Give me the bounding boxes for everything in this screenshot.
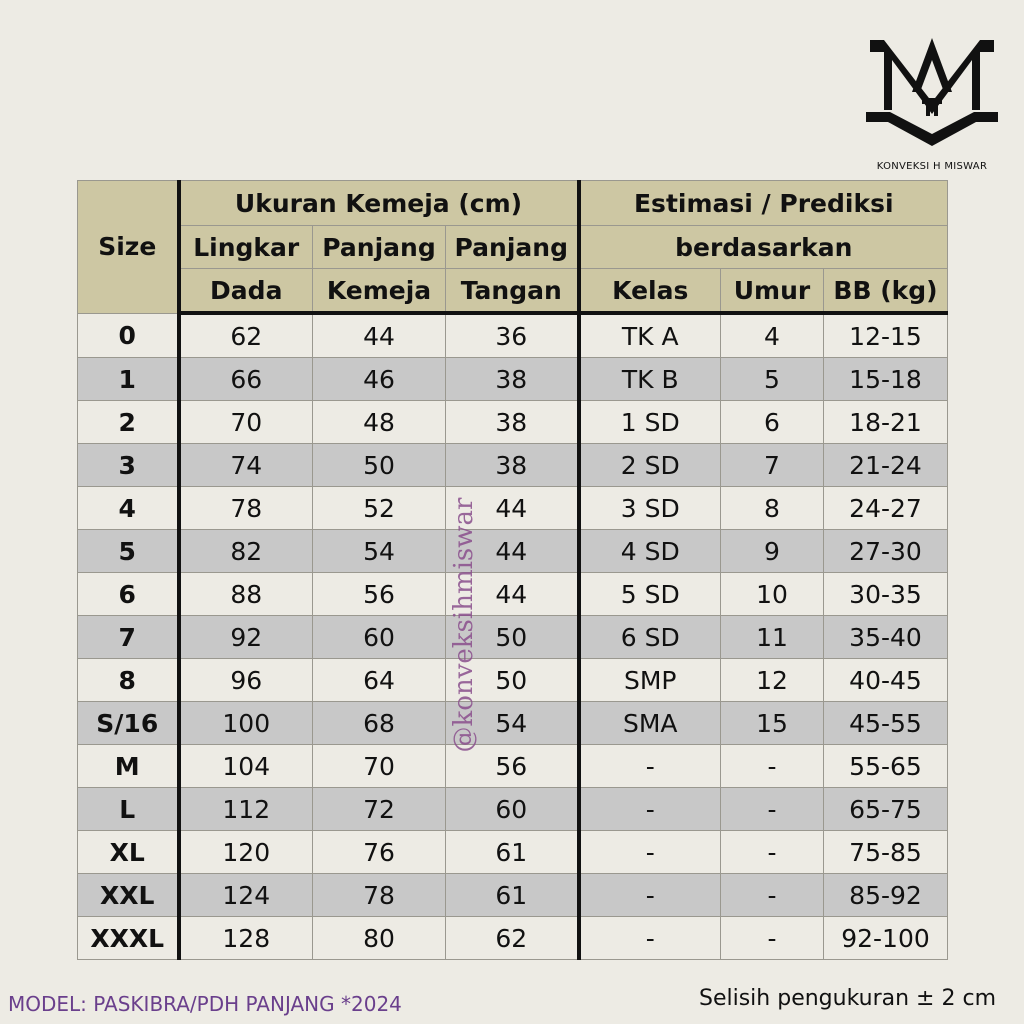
age-cell: -: [721, 831, 824, 874]
length-cell: 80: [313, 917, 446, 960]
table-row: [78, 401, 948, 444]
age-cell: 11: [721, 616, 824, 659]
age-cell: -: [721, 745, 824, 788]
chest-cell: 128: [179, 917, 313, 960]
class-cell: -: [579, 874, 721, 917]
watermark-text: @konveksihmiswar: [449, 497, 479, 753]
chest-cell: 70: [179, 401, 313, 444]
length-cell: 52: [313, 487, 446, 530]
table-row: [78, 487, 948, 530]
size-cell: 1: [78, 358, 179, 401]
sleeve-cell: 38: [446, 401, 579, 444]
table-row: [78, 358, 948, 401]
weight-cell: 15-18: [824, 358, 948, 401]
tolerance-note: Selisih pengukuran ± 2 cm: [699, 986, 996, 1011]
size-cell: M: [78, 745, 179, 788]
size-cell: 3: [78, 444, 179, 487]
shirt-size-group-header: Ukuran Kemeja (cm): [179, 181, 579, 226]
table-row: [78, 313, 948, 358]
class-cell: -: [579, 745, 721, 788]
sleeve-cell: 54: [446, 702, 579, 745]
weight-cell: 21-24: [824, 444, 948, 487]
length-cell: 44: [313, 313, 446, 358]
age-cell: 7: [721, 444, 824, 487]
sleeve-cell: 60: [446, 788, 579, 831]
class-cell: -: [579, 831, 721, 874]
size-chart-table: [77, 180, 948, 960]
age-cell: 8: [721, 487, 824, 530]
size-cell: XXL: [78, 874, 179, 917]
age-cell: 9: [721, 530, 824, 573]
table-row: [78, 702, 948, 745]
chest-cell: 82: [179, 530, 313, 573]
size-header: Size: [78, 181, 179, 314]
weight-cell: 18-21: [824, 401, 948, 444]
weight-cell: 85-92: [824, 874, 948, 917]
chest-cell: 66: [179, 358, 313, 401]
sleeve-header-line1: Panjang: [446, 226, 579, 269]
age-cell: 6: [721, 401, 824, 444]
length-cell: 78: [313, 874, 446, 917]
weight-cell: 65-75: [824, 788, 948, 831]
table-row: [78, 831, 948, 874]
chest-cell: 74: [179, 444, 313, 487]
brand-logo: [862, 30, 1002, 172]
weight-header: BB (kg): [824, 269, 948, 314]
length-cell: 76: [313, 831, 446, 874]
length-cell: 50: [313, 444, 446, 487]
size-cell: 6: [78, 573, 179, 616]
chest-cell: 78: [179, 487, 313, 530]
class-cell: SMA: [579, 702, 721, 745]
sleeve-header-line2: Tangan: [446, 269, 579, 314]
estimate-group-header-line1: Estimasi / Prediksi: [579, 181, 948, 226]
sleeve-cell: 50: [446, 616, 579, 659]
instagram-watermark: [444, 460, 484, 790]
chest-cell: 124: [179, 874, 313, 917]
size-cell: L: [78, 788, 179, 831]
age-cell: 10: [721, 573, 824, 616]
length-cell: 56: [313, 573, 446, 616]
table-row: [78, 659, 948, 702]
konveksi-h-miswar-logo-icon: [862, 30, 1002, 160]
chest-cell: 92: [179, 616, 313, 659]
class-cell: TK A: [579, 313, 721, 358]
weight-cell: 30-35: [824, 573, 948, 616]
length-cell: 60: [313, 616, 446, 659]
chest-header-line1: Lingkar: [179, 226, 313, 269]
sleeve-cell: 62: [446, 917, 579, 960]
size-cell: 7: [78, 616, 179, 659]
size-cell: XL: [78, 831, 179, 874]
weight-cell: 45-55: [824, 702, 948, 745]
weight-cell: 55-65: [824, 745, 948, 788]
class-header: Kelas: [579, 269, 721, 314]
table-row: [78, 444, 948, 487]
length-header-line1: Panjang: [313, 226, 446, 269]
sleeve-cell: 50: [446, 659, 579, 702]
class-cell: 1 SD: [579, 401, 721, 444]
age-cell: -: [721, 874, 824, 917]
table-row: [78, 874, 948, 917]
size-cell: 0: [78, 313, 179, 358]
length-cell: 72: [313, 788, 446, 831]
age-cell: 15: [721, 702, 824, 745]
size-cell: 5: [78, 530, 179, 573]
weight-cell: 40-45: [824, 659, 948, 702]
table-row: [78, 616, 948, 659]
table-row: [78, 788, 948, 831]
weight-cell: 27-30: [824, 530, 948, 573]
chest-cell: 100: [179, 702, 313, 745]
table-row: [78, 530, 948, 573]
class-cell: 2 SD: [579, 444, 721, 487]
sleeve-cell: 56: [446, 745, 579, 788]
class-cell: -: [579, 917, 721, 960]
chest-cell: 88: [179, 573, 313, 616]
sleeve-cell: 44: [446, 530, 579, 573]
logo-text: KONVEKSI H MISWAR: [876, 161, 988, 172]
size-cell: 8: [78, 659, 179, 702]
weight-cell: 24-27: [824, 487, 948, 530]
length-cell: 70: [313, 745, 446, 788]
chest-cell: 62: [179, 313, 313, 358]
length-cell: 68: [313, 702, 446, 745]
size-cell: 2: [78, 401, 179, 444]
size-cell: S/16: [78, 702, 179, 745]
model-note: MODEL: PASKIBRA/PDH PANJANG *2024: [8, 992, 402, 1016]
age-cell: -: [721, 917, 824, 960]
age-cell: 12: [721, 659, 824, 702]
weight-cell: 35-40: [824, 616, 948, 659]
age-header: Umur: [721, 269, 824, 314]
sleeve-cell: 36: [446, 313, 579, 358]
chest-header-line2: Dada: [179, 269, 313, 314]
length-cell: 48: [313, 401, 446, 444]
sleeve-cell: 44: [446, 573, 579, 616]
chest-cell: 96: [179, 659, 313, 702]
size-cell: 4: [78, 487, 179, 530]
class-cell: 6 SD: [579, 616, 721, 659]
sleeve-cell: 38: [446, 444, 579, 487]
length-cell: 64: [313, 659, 446, 702]
class-cell: 4 SD: [579, 530, 721, 573]
table-row: [78, 745, 948, 788]
weight-cell: 75-85: [824, 831, 948, 874]
class-cell: SMP: [579, 659, 721, 702]
size-table-body: [78, 313, 948, 960]
sleeve-cell: 38: [446, 358, 579, 401]
class-cell: 3 SD: [579, 487, 721, 530]
sleeve-cell: 61: [446, 874, 579, 917]
class-cell: TK B: [579, 358, 721, 401]
chest-cell: 112: [179, 788, 313, 831]
length-cell: 46: [313, 358, 446, 401]
age-cell: 4: [721, 313, 824, 358]
age-cell: 5: [721, 358, 824, 401]
sleeve-cell: 44: [446, 487, 579, 530]
class-cell: 5 SD: [579, 573, 721, 616]
length-cell: 54: [313, 530, 446, 573]
chest-cell: 104: [179, 745, 313, 788]
table-row: [78, 573, 948, 616]
sleeve-cell: 61: [446, 831, 579, 874]
weight-cell: 92-100: [824, 917, 948, 960]
class-cell: -: [579, 788, 721, 831]
length-header-line2: Kemeja: [313, 269, 446, 314]
estimate-group-header-line2: berdasarkan: [579, 226, 948, 269]
chest-cell: 120: [179, 831, 313, 874]
table-row: [78, 917, 948, 960]
weight-cell: 12-15: [824, 313, 948, 358]
size-cell: XXXL: [78, 917, 179, 960]
age-cell: -: [721, 788, 824, 831]
